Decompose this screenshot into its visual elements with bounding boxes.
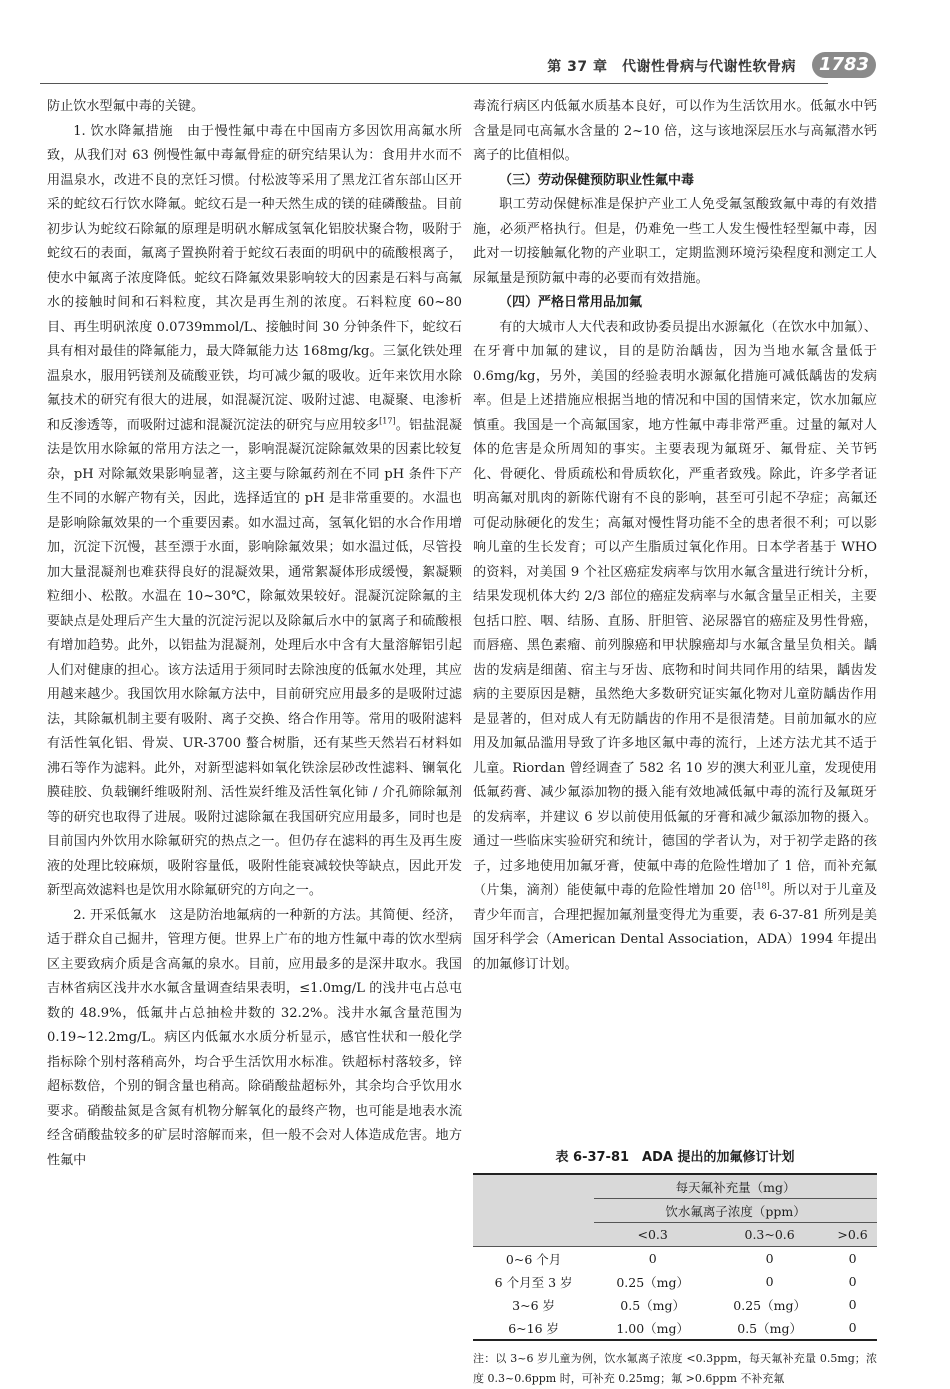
table-cell: 0.25（mg） [616,1274,689,1290]
table-row [473,1247,877,1271]
table-corner [473,1174,594,1199]
section-heading: （四）严格日常用品加氟 [499,295,643,310]
column-header: >0.6 [828,1223,877,1247]
table-note: 注：以 3~6 岁儿童为例，饮水氟离子浓度 <0.3ppm，每天氟补充量 0.5mg；浓度 0.3~0.6ppm 时，可补充 0.25mg；氟 >0.6ppm 不补充氟 [473,1352,877,1385]
citation: [17] [379,416,396,426]
paragraph-text: 这是防治地氟病的一种新的方法。其简便、经济，适于群众自己掘井，管理方便。世界上广布的地方性氟中毒的饮水型病区主要致病介质是含高氟的泉水。目前，应用最多的是深井取水。我国吉林省病区浅井水水氟含量调查结果表明，≤1.0mg/L 的浅井屯占总屯数的 48.9%，低氟井占总抽检井数的 32.2%。浅井水氟含量范围为 0.19~12.2mg/L。病区内低氟水水质分析显示，感官性状和一般化学指标除个别村落稍高外，均合乎生活饮用水标准。铁超标村落较多，锌超标数倍，个别的铜含量也稍高。除硝酸盐超标外，其余均合乎饮用水要求。硝酸盐氮是含氮有机物分解氧化的最终产物，也可能是地表水流经含硝酸盐较多的矿层时溶解而来，但一般不会对人体造成危害。地方性氟中 [47,907,463,1168]
page-header [40,50,876,86]
section-run-in: 1. 饮水降氟措施 [73,123,174,139]
table-cell: 6~16 岁 [473,1316,594,1340]
table-cell: 0.25（mg） [733,1297,806,1313]
citation: [18] [753,881,770,891]
table-cell: 0 [765,1251,774,1266]
table-cell: 0 [828,1316,877,1340]
table-cell: 0 [848,1274,857,1289]
left-column [47,95,462,1173]
table-cell: 0 [848,1251,857,1266]
table-corner [473,1223,594,1247]
right-column [473,95,877,977]
table-title: 表 6-37-81 ADA 提出的加氟修订计划 [555,1150,795,1165]
paragraph-text: 有的大城市人大代表和政协委员提出水源氟化（在饮水中加氟）、在牙膏中加氟的建议，目的是防治龋齿，因为当地水氟含量低于 0.6mg/kg，另外，美国的经验表明水源氟化措施可减低龋齿的发病率。但是上述措施应根据当地的情况和中国的国情来定，饮水加氟应慎重。我国是一个高氟国家，地方性氟中毒非常严重。过量的氟对人体的危害是众所周知的事实。主要表现为氟斑牙、氟骨症、关节钙化、骨硬化、骨质疏松和骨质软化，严重者致残。除此，许多学者证明高氟对肌肉的新陈代谢有不良的影响，甚至可引起不孕症；高氟还可促动脉硬化的发生；高氟对慢性肾功能不全的患者很不利；可以影响儿童的生长发育；可以产生脂质过氧化作用。日本学者基于 WHO 的资料，对美国 9 个社区癌症发病率与饮用水氟含量进行统计分析，结果发现机体大约 2/3 部位的癌症发病率与水氟含量呈正相关，主要包括口腔、咽、结肠、直肠、肝胆管、泌尿器官的癌症及男性骨癌，而唇癌、黑色素瘤、前列腺癌和甲状腺癌却与水氟含量呈负相关。龋齿的发病是细菌、宿主与牙齿、底物和时间共同作用的结果，龋齿发病的主要原因是糖，虽然绝大多数研究证实氟化物对儿童防龋齿作用是显著的，但对成人有无防龋齿的作用不是很清楚。目前加氟水的应用及加氟品滥用导致了许多地区氟中毒的流行，上述方法尤其不适于儿童。Riordan 曾经调查了 582 名 10 岁的澳大利亚儿童，发现使用低氟药膏、减少氟添加物的摄入能有效地减低氟中毒的流行及氟斑牙的发病率，并建议 6 岁以前使用低氟的牙膏和减少氟添加物的摄入。通过一些临床实验研究和统计，德国的学者认为，对于初学走路的孩子，过多地使用加氟牙膏，使氟中毒的危险性增加了 1 倍，而补充氟（片集，滴剂）能使氟中毒的危险性增加 20 倍 [473,319,877,898]
table-cell: 1.00（mg） [594,1316,711,1340]
table-row [473,1270,877,1293]
section-run-in: 2. 开采低氟水 [73,907,157,923]
section-heading: （三）劳动保健预防职业性氟中毒 [499,172,695,188]
page-number: 1783 [812,52,876,78]
column-header: 0.3~0.6 [711,1223,828,1247]
fluoride-table [473,1173,877,1341]
table-header: 饮水氟离子浓度（ppm） [594,1199,877,1223]
paragraph-low-fluoride-water [47,904,462,1174]
table-cell: 3~6 岁 [512,1297,556,1313]
paragraph-text: 。所以对于儿童及青少年而言，合理把握加氟剂量变得尤为重要，表 6-37-81 所列是美国牙科学会（American Dental Association，ADA）1994 年提出的加氟修订计划。 [473,883,877,972]
paragraph: 防止饮水型氟中毒的关键。 [47,99,205,114]
table-cell: 6 个月至 3 岁 [494,1274,573,1290]
table-row [473,1293,877,1316]
chapter-title: 第 37 章 代谢性骨病与代谢性软骨病 [547,59,796,75]
table-cell: 0 [848,1297,857,1312]
table-cell: 0.5（mg） [711,1316,828,1340]
paragraph: 毒流行病区内低氟水质基本良好，可以作为生活饮用水。低氟水中钙含量是同屯高氟水含量的 2~10 倍，这与该地深层压水与高氟潜水钙离子的比值相似。 [473,99,877,163]
paragraph-text: 。铝盐混凝法是饮用水除氟的常用方法之一，影响混凝沉淀除氟效果的因素比较复杂，pH 对除氟效果影响显著，这主要与除氟药剂在不同 pH 条件下产生不同的水解产物有关，因此，选择适宜的 pH 是非常重要的。水温也是影响除氟效果的一个重要因素。如水温过高，氢氧化铝的水合作用增加，沉淀下沉慢，甚至漂于水面，影响除氟效果；如水温过低，尽管投加大量混凝剂也难获得良好的混凝效果，通常絮凝体形成缓慢，絮凝颗粒细小、松散。水温在 10~30℃，除氟效果较好。混凝沉淀除氟的主要缺点是处理后产生大量的沉淀污泥以及除氟后水中的氯离子和硫酸根有增加趋势。此外，以铝盐为混凝剂，处理后水中含有大量溶解铝引起人们对健康的担心。该方法适用于须同时去除浊度的低氟水处理，其应用越来越少。我国饮用水除氟方法中，目前研究应用最多的是吸附过滤法，其除氟机制主要有吸附、离子交换、络合作用等。常用的吸附滤料有活性氧化铝、骨炭、UR-3700 螯合树脂，还有某些天然岩石材料如沸石等作为滤料。此外，对新型滤料如氧化铁涂层砂改性滤料、镧氧化膜硅胶、负载镧纤维吸附剂、活性炭纤维及活性氧化铈 / 介孔筛除氟剂等的研究也取得了进展。吸附过滤除氟在我国研究应用最多，同时也是目前国内外饮用水除氟研究的热点之一。但仍存在滤料的再生及再生废液的处理比较麻烦，吸附容量低，吸附性能衰减较快等缺点，因此开发新型高效滤料也是饮用水除氟研究的方向之一。 [47,417,463,898]
header-rule [40,83,828,84]
table-row [473,1316,877,1340]
table-cell: 0 [765,1274,774,1289]
paragraph-water-defluoridation [47,120,462,904]
table-block [473,1146,877,1389]
table-cell: 0.5（mg） [620,1297,686,1313]
table-cell: 0 [648,1251,657,1266]
table-header: 每天氟补充量（mg） [594,1174,877,1199]
table-corner [473,1199,594,1223]
column-header: <0.3 [594,1223,711,1247]
paragraph-text: 由于慢性氟中毒在中国南方多因饮用高氟水所致，从我们对 63 例慢性氟中毒氟骨症的研究结果认为：食用井水而不用温泉水，改进不良的烹饪习惯。付松波等采用了黑龙江省东部山区开采的蛇纹石行饮水降氟。蛇纹石是一种天然生成的镁的硅磷酸盐。目前初步认为蛇纹石除氟的原理是明矾水解成氢氧化铝胶状聚合物，吸附于蛇纹石的表面，氟离子置换附着于蛇纹石表面的明矾中的硫酸根离子，使水中氟离子浓度降低。蛇纹石降氟效果影响较大的因素是石料与高氟水的接触时间和石料粒度，其次是再生剂的浓度。石料粒度 60~80 目、再生明矾浓度 0.0739mmol/L、接触时间 30 分钟条件下，蛇纹石具有相对最佳的降氟能力，最大降氟能力达 168mg/kg。三氯化铁处理温泉水，服用钙镁剂及硫酸亚铁，均可减少氟的吸收。近年来饮用水除氟技术的研究有很大的进展，如混凝沉淀、吸附过滤、电凝聚、电渗析和反渗透等，而吸附过滤和混凝沉淀法的研究与应用较多 [47,123,463,433]
paragraph [473,316,877,978]
paragraph: 职工劳动保健标准是保护产业工人免受氟氢酸致氟中毒的有效措施，必须严格执行。但是，仍难免一些工人发生慢性轻型氟中毒，因此对一切接触氟化物的产业职工，定期监测环境污染程度和测定工人尿氟量是预防氟中毒的必要而有效措施。 [473,197,877,286]
table-cell: 0~6 个月 [505,1251,562,1267]
